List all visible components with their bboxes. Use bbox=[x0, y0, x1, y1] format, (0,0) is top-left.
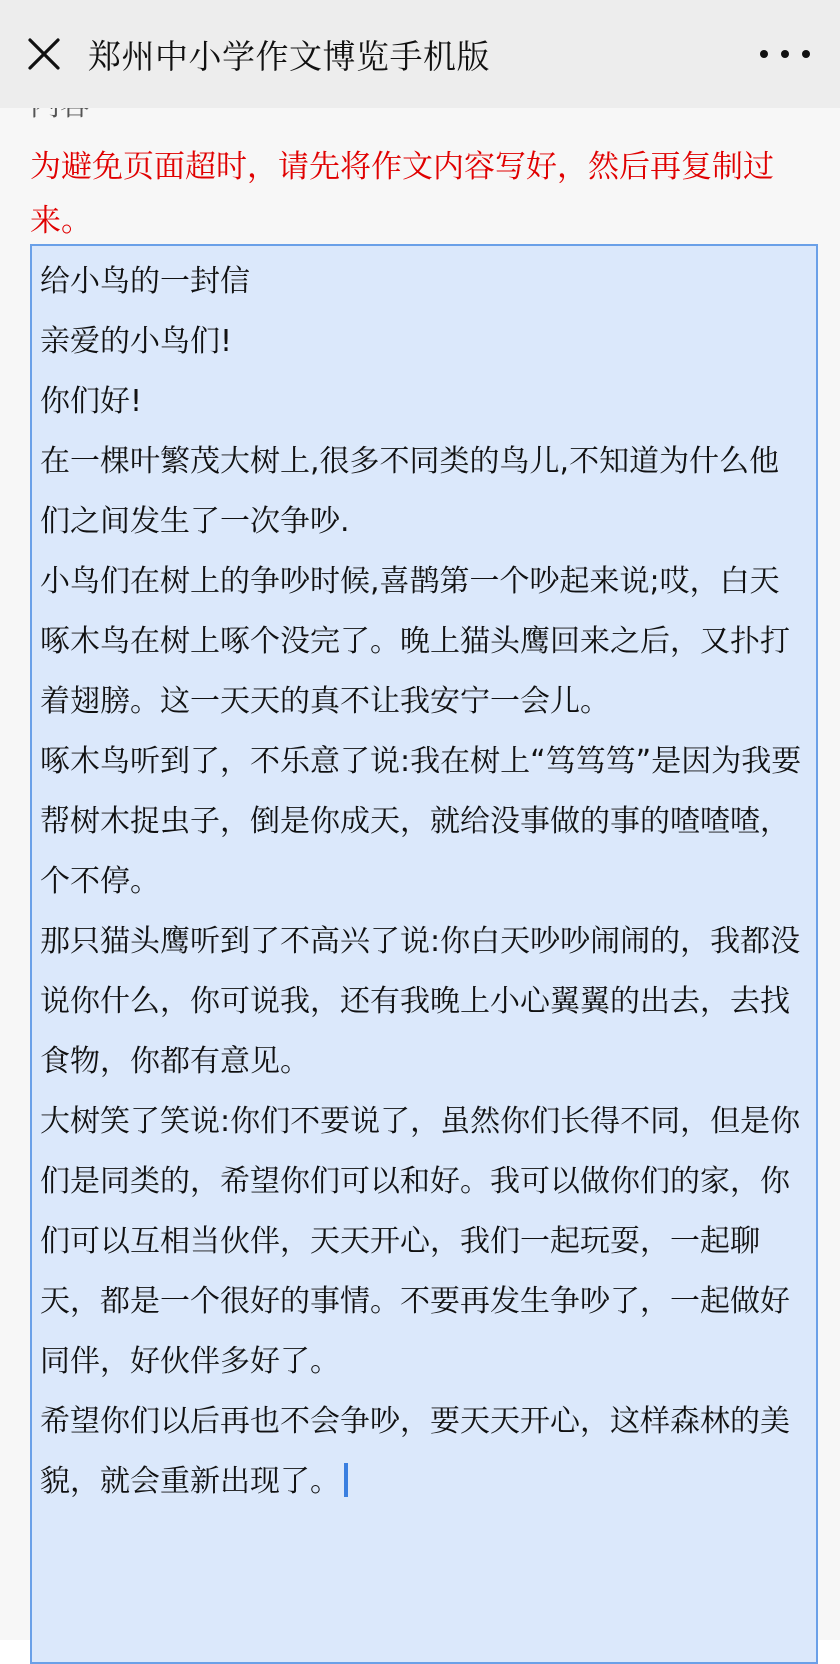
textarea-line: 那只猫头鹰听到了不高兴了说:你白天吵吵闹闹的，我都没说你什么，你可说我，还有我晚上小心翼翼的出去，去找食物，你都有意见。 bbox=[40, 924, 801, 1079]
textarea-line: 啄木鸟听到了，不乐意了说:我在树上“笃笃笃”是因为我要帮树木捉虫子，倒是你成天，就给没事做的事的喳喳喳，个不停。 bbox=[40, 744, 802, 899]
textarea-line-text: 希望你们以后再也不会争吵，要天天开心，这样森林的美貌，就会重新出现了。 bbox=[40, 1404, 790, 1499]
content-textarea[interactable] bbox=[30, 244, 818, 1664]
textarea-line: 小鸟们在树上的争吵时候,喜鹊第一个吵起来说;哎，白天啄木鸟在树上啄个没完了。晚上猫头鹰回来之后，又扑打着翅膀。这一天天的真不让我安宁一会儿。 bbox=[40, 564, 790, 719]
textarea-line: 在一棵叶繁茂大树上,很多不同类的鸟儿,不知道为什么他们之间发生了一次争吵. bbox=[40, 444, 780, 539]
content-area bbox=[0, 108, 840, 1640]
page-title: 郑州中小学作文博览手机版 bbox=[88, 36, 490, 76]
more-options-button[interactable] bbox=[760, 34, 810, 74]
more-dots-icon bbox=[781, 50, 789, 58]
close-button[interactable] bbox=[22, 32, 66, 76]
textarea-line: 给小鸟的一封信 bbox=[40, 264, 250, 299]
close-icon bbox=[27, 37, 61, 71]
more-dots-icon bbox=[760, 50, 768, 58]
more-dots-icon bbox=[802, 50, 810, 58]
textarea-line: 大树笑了笑说:你们不要说了，虽然你们长得不同，但是你们是同类的，希望你们可以和好。我可以做你们的家，你们可以互相当伙伴，天天开心，我们一起玩耍，一起聊天，都是一个很好的事情。不要再发生争吵了，一起做好同伴，好伙伴多好了。 bbox=[40, 1104, 801, 1379]
textarea-line: 你们好! bbox=[40, 384, 143, 419]
textarea-line: 亲爱的小鸟们! bbox=[40, 324, 233, 359]
timeout-warning: 为避免页面超时，请先将作文内容写好，然后再复制过来。 bbox=[30, 149, 774, 239]
top-bar bbox=[0, 0, 840, 108]
textarea-last-line bbox=[40, 1392, 806, 1512]
text-cursor bbox=[344, 1463, 348, 1497]
